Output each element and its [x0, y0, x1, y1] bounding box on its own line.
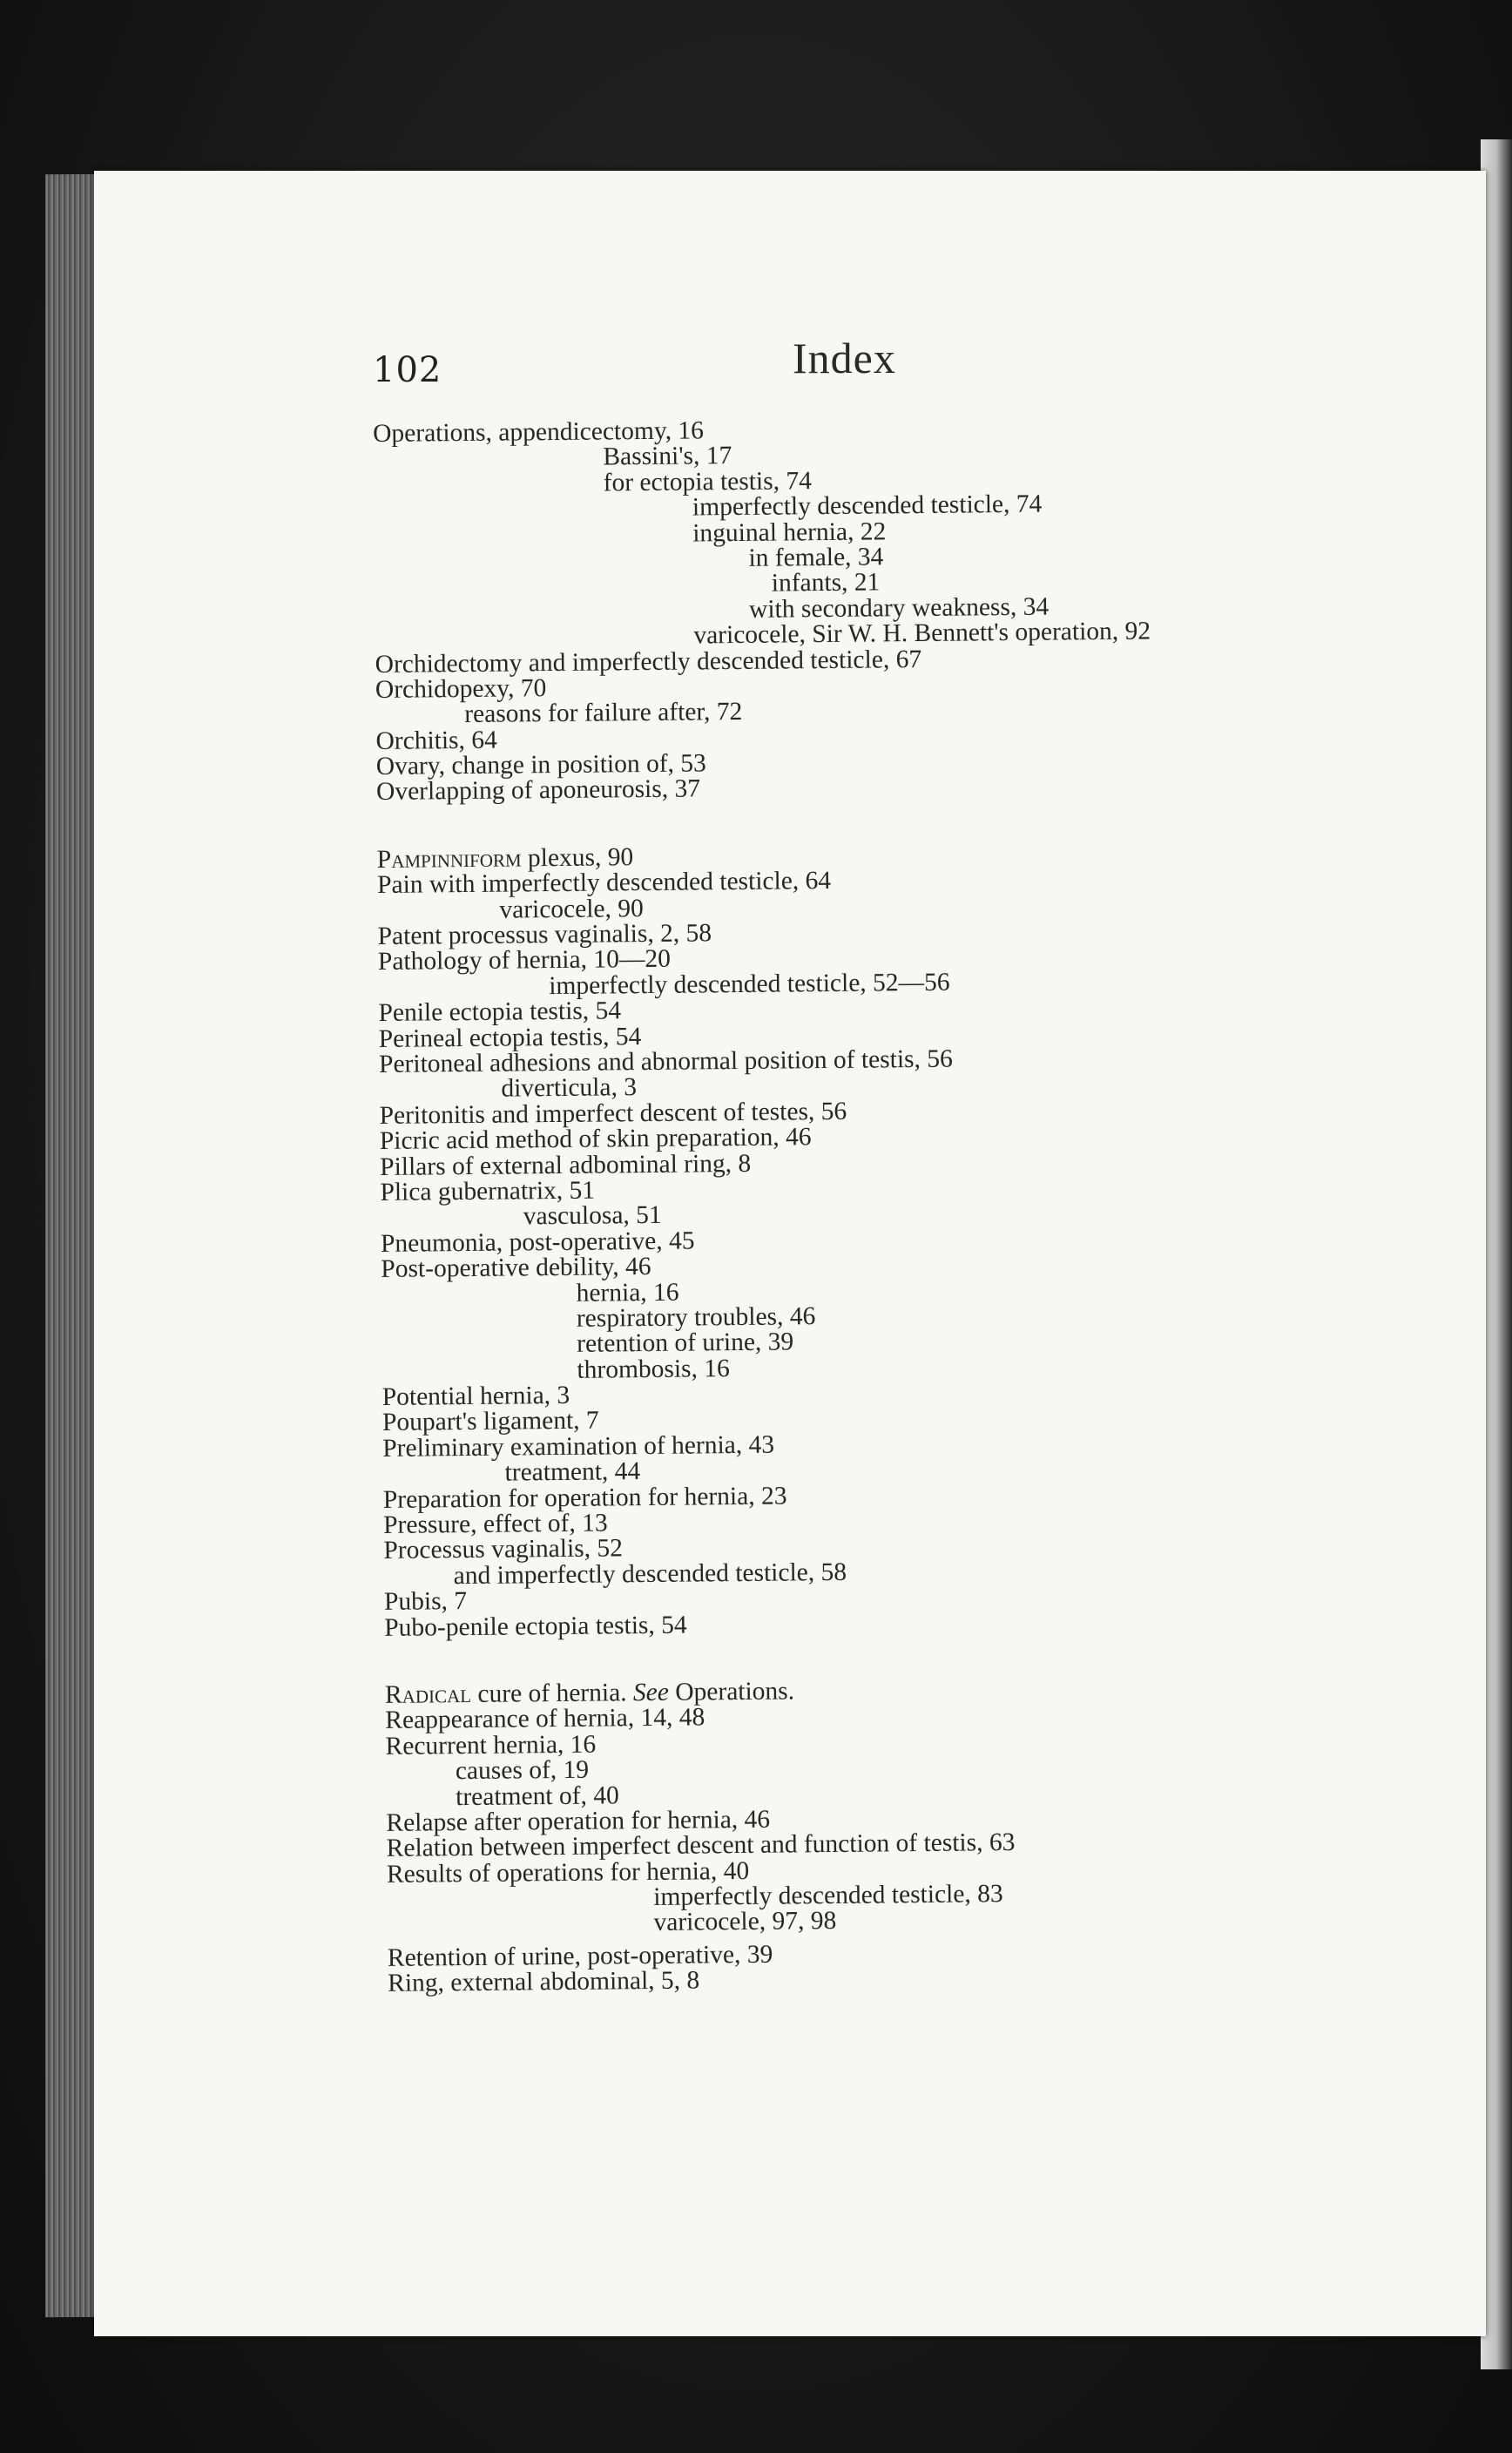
- index-entry: Ring, external abdominal, 5, 8: [388, 1966, 700, 1998]
- index-subentry: hernia, 16: [576, 1278, 679, 1308]
- index-entry: Orchitis, 64: [375, 726, 497, 755]
- index-entry: Orchidectomy and imperfectly descended testicle, 67: [375, 645, 922, 679]
- index-entry: Plica gubernatrix, 51: [380, 1176, 596, 1206]
- index-entry: Preparation for operation for hernia, 23: [382, 1482, 787, 1514]
- index-entry: Relapse after operation for hernia, 46: [386, 1805, 771, 1837]
- index-entry: Ovary, change in position of, 53: [375, 749, 707, 781]
- index-entry: Retention of urine, post-operative, 39: [387, 1940, 773, 1972]
- index-subentry: imperfectly descended testicle, 83: [653, 1880, 1003, 1912]
- index-entry: Pubis, 7: [383, 1587, 468, 1617]
- index-entry: Processus vaginalis, 52: [383, 1534, 624, 1565]
- index-subentry: infants, 21: [771, 568, 881, 598]
- index-entry: Peritoneal adhesions and abnormal position of testis, 56: [378, 1044, 953, 1078]
- index-entry: Potential hernia, 3: [381, 1381, 570, 1412]
- index-subentry: with secondary weakness, 34: [748, 592, 1050, 624]
- index-entry: Operations, appendicectomy, 16: [372, 416, 705, 448]
- index-entry: Pneumonia, post-operative, 45: [380, 1226, 695, 1258]
- index-subentry: varicocele, 90: [499, 894, 644, 924]
- index-subentry: treatment, 44: [504, 1457, 641, 1487]
- index-subentry: causes of, 19: [455, 1755, 590, 1786]
- index-entry: Picric acid method of skin preparation, 46: [379, 1123, 812, 1156]
- section-lead-word: Radical: [384, 1679, 472, 1709]
- index-entry: Perineal ectopia testis, 54: [378, 1022, 642, 1053]
- index-entry: Penile ectopia testis, 54: [378, 997, 622, 1028]
- index-entry: Poupart's ligament, 7: [381, 1407, 599, 1437]
- index-subentry: in female, 34: [748, 543, 884, 572]
- index-subentry: varicocele, 97, 98: [653, 1907, 837, 1937]
- index-entry: Pain with imperfectly descended testicle, 64: [376, 867, 832, 900]
- index-subentry: thrombosis, 16: [577, 1354, 730, 1384]
- index-subentry: reasons for failure after, 72: [464, 698, 743, 729]
- index-entry: Pathology of hernia, 10—20: [377, 945, 672, 976]
- index-entry: Reappearance of hernia, 14, 48: [385, 1703, 705, 1735]
- index-subentry: retention of urine, 39: [577, 1328, 794, 1359]
- index-subentry: varicocele, Sir W. H. Bennett's operation, 92: [693, 617, 1151, 650]
- entry-rest: plexus, 90: [521, 843, 634, 873]
- index-entry: Peritonitis and imperfect descent of testes, 56: [379, 1097, 847, 1130]
- index-list: [373, 412, 1389, 1997]
- index-subentry: and imperfectly descended testicle, 58: [453, 1558, 847, 1590]
- index-entry: Recurrent hernia, 16: [385, 1730, 597, 1760]
- section-lead-word: Pampinniform: [376, 844, 522, 874]
- index-entry: Preliminary examination of hernia, 43: [382, 1430, 775, 1463]
- index-subentry: inguinal hernia, 22: [692, 517, 887, 548]
- index-entry: Pressure, effect of, 13: [383, 1509, 608, 1539]
- entry-rest: cure of hernia.: [470, 1679, 634, 1708]
- index-entry: Patent processus vaginalis, 2, 58: [377, 919, 712, 951]
- index-entry: Results of operations for hernia, 40: [386, 1856, 750, 1889]
- index-subentry: imperfectly descended testicle, 52—56: [549, 968, 950, 1000]
- running-head: Index: [793, 334, 896, 382]
- index-subentry: Bassini's, 17: [603, 442, 732, 471]
- index-entry: Pubo-penile ectopia testis, 54: [384, 1611, 687, 1642]
- index-subentry: treatment of, 40: [456, 1781, 619, 1811]
- index-subentry: diverticula, 3: [501, 1073, 638, 1103]
- index-entry: Pillars of external adbominal ring, 8: [380, 1149, 752, 1181]
- index-entry: Orchidopexy, 70: [375, 674, 547, 704]
- index-subentry: imperfectly descended testicle, 74: [692, 490, 1043, 522]
- index-entry: Post-operative debility, 46: [381, 1253, 651, 1284]
- index-entry: Overlapping of aponeurosis, 37: [375, 774, 701, 807]
- index-subentry: for ectopia testis, 74: [603, 466, 813, 497]
- see-reference: See: [632, 1678, 670, 1707]
- index-entry: Relation between imperfect descent and function of testis, 63: [386, 1828, 1016, 1863]
- index-subentry: respiratory troubles, 46: [576, 1302, 816, 1333]
- entry-tail: Operations.: [668, 1677, 795, 1706]
- index-subentry: vasculosa, 51: [523, 1201, 662, 1231]
- page-number: 102: [373, 350, 442, 390]
